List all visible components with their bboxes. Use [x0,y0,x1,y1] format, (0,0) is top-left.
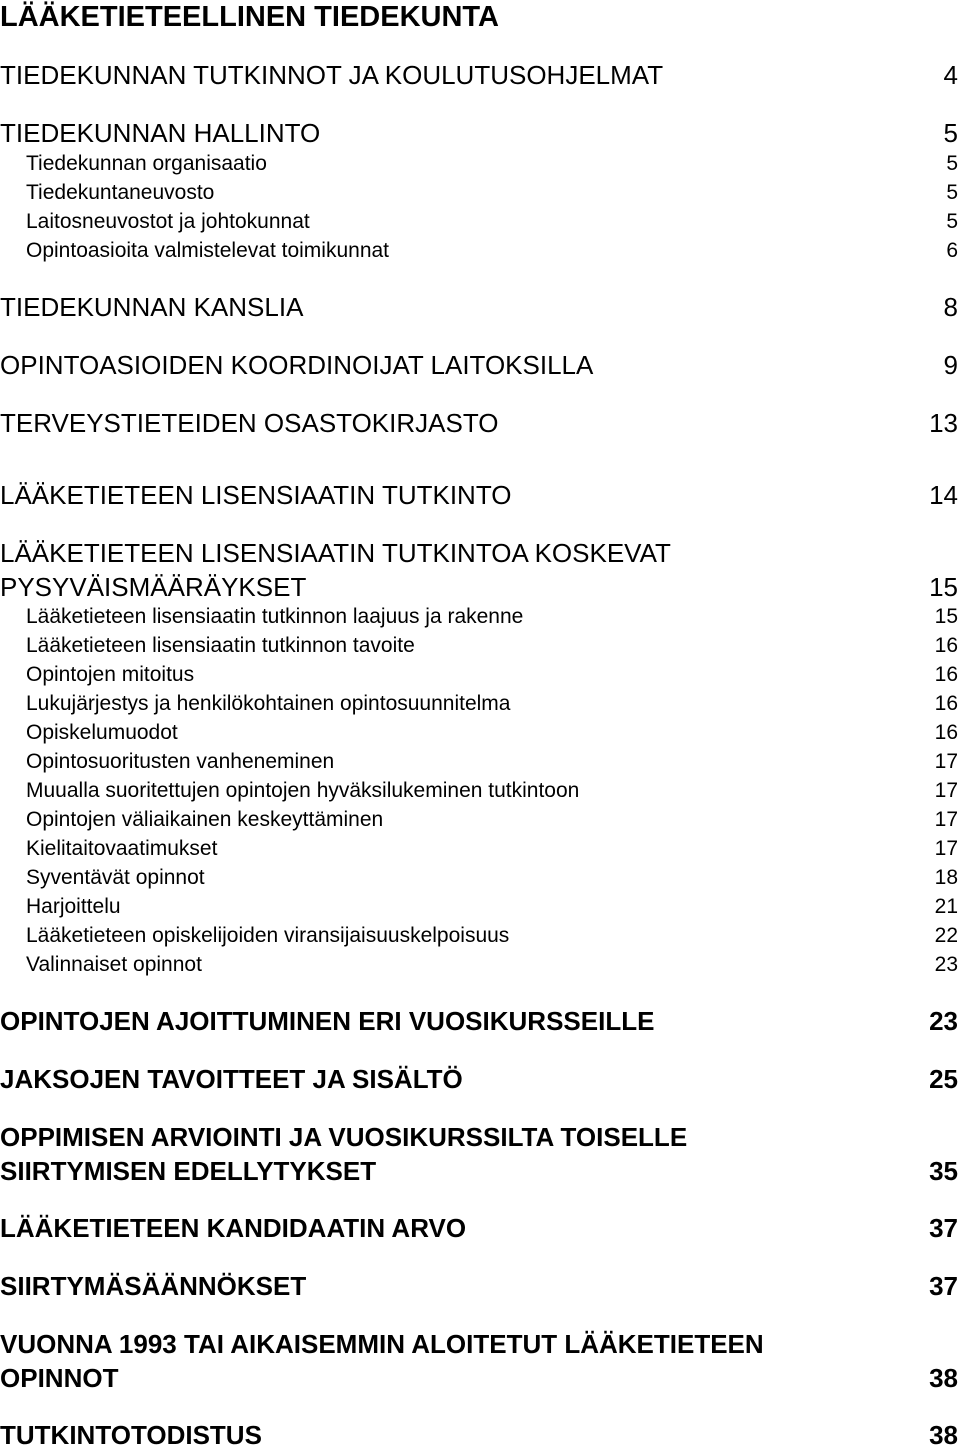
faculty-title-text: LÄÄKETIETEELLINEN TIEDEKUNTA [0,1,499,33]
toc-entry-page: 16 [934,663,958,686]
toc-subentry[interactable] [0,150,958,178]
toc-entry-title-line2: PYSYVÄISMÄÄRÄYKSET [0,572,307,602]
toc-entry-page: 5 [946,181,958,204]
toc-entry-title: Tiedekuntaneuvosto [26,181,215,204]
toc-entry-title: TIEDEKUNNAN KANSLIA [0,292,304,322]
toc-subentry[interactable] [0,690,958,718]
toc-entry-page: 16 [934,634,958,657]
toc-entry[interactable] [0,116,958,150]
toc-entry-page: 5 [946,152,958,175]
toc-entry-page: 38 [929,1363,958,1393]
toc-entry-title: Valinnaiset opinnot [26,953,202,976]
toc-entry-page: 16 [934,692,958,715]
toc-entry-title: Opintojen mitoitus [26,663,195,686]
toc-entry-title: JAKSOJEN TAVOITTEET JA SISÄLTÖ [0,1064,463,1094]
toc-entry[interactable] [0,58,958,92]
toc-entry[interactable] [0,348,958,382]
toc-entry[interactable] [0,1327,958,1395]
toc-entry[interactable] [0,1120,958,1188]
toc-subentry[interactable] [0,864,958,892]
faculty-title [0,0,958,34]
toc-entry-title-line1: VUONNA 1993 TAI AIKAISEMMIN ALOITETUT LÄÄKETIETEEN [0,1329,764,1359]
toc-entry-title: Tiedekunnan organisaatio [26,152,267,175]
toc-entry-title: OPINTOASIOIDEN KOORDINOIJAT LAITOKSILLA [0,350,594,380]
toc-entry-page: 35 [929,1156,958,1186]
toc-entry-title: TIEDEKUNNAN HALLINTO [0,118,321,148]
toc-subentry[interactable] [0,661,958,689]
toc-entry-page: 17 [934,808,958,831]
toc-entry-page: 5 [943,118,958,148]
toc-entry-title-line2: SIIRTYMISEN EDELLYTYKSET [0,1156,377,1186]
toc-entry-title: Lääketieteen opiskelijoiden viransijaisuuskelpoisuus [26,924,510,947]
toc-entry-page: 13 [929,408,958,438]
toc-entry-title: TIEDEKUNNAN TUTKINNOT JA KOULUTUSOHJELMAT [0,60,664,90]
toc-entry-page: 17 [934,750,958,773]
toc-entry-page: 14 [929,480,958,510]
toc-subentry[interactable] [0,777,958,805]
toc-entry-title: TUTKINTOTODISTUS [0,1420,262,1450]
toc-entry[interactable] [0,1062,958,1096]
toc-entry-title: LÄÄKETIETEEN LISENSIAATIN TUTKINTO [0,480,512,510]
toc-entry-title: Opintosuoritusten vanheneminen [26,750,335,773]
toc-subentry[interactable] [0,719,958,747]
toc-subentry[interactable] [0,893,958,921]
toc-entry[interactable] [0,1004,958,1038]
toc-entry-page: 25 [929,1064,958,1094]
toc-entry-page: 23 [934,953,958,976]
toc-entry-title: SIIRTYMÄSÄÄNNÖKSET [0,1271,307,1301]
toc-entry-title: Lääketieteen lisensiaatin tutkinnon laajuus ja rakenne [26,605,524,628]
toc-entry-title: Laitosneuvostot ja johtokunnat [26,210,310,233]
toc-entry-page: 37 [929,1213,958,1243]
toc-entry[interactable] [0,1418,958,1452]
toc-entry[interactable] [0,406,958,440]
toc-subentry[interactable] [0,951,958,979]
toc-entry-page: 15 [929,572,958,602]
toc-subentry[interactable] [0,835,958,863]
toc-entry-title: Opintoasioita valmistelevat toimikunnat [26,239,390,262]
toc-subentry[interactable] [0,632,958,660]
toc-entry-title-line1: LÄÄKETIETEEN LISENSIAATIN TUTKINTOA KOSKEVAT [0,538,671,568]
toc-entry-title: Opiskelumuodot [26,721,178,744]
toc-subentry[interactable] [0,922,958,950]
toc-entry-page: 22 [934,924,958,947]
toc-entry-page: 6 [946,239,958,262]
toc-entry-title-line1: OPPIMISEN ARVIOINTI JA VUOSIKURSSILTA TOISELLE [0,1122,688,1152]
toc-subentry[interactable] [0,806,958,834]
toc-entry-title: TERVEYSTIETEIDEN OSASTOKIRJASTO [0,408,499,438]
toc-entry-title: Harjoittelu [26,895,121,918]
toc-entry-title: Kielitaitovaatimukset [26,837,218,860]
toc-entry-page: 4 [943,60,958,90]
toc-entry-page: 17 [934,779,958,802]
toc-subentry[interactable] [0,603,958,631]
toc-entry[interactable] [0,1211,958,1245]
toc-subentry[interactable] [0,237,958,265]
toc-subentry[interactable] [0,179,958,207]
toc-entry-title: Syventävät opinnot [26,866,205,889]
toc-entry-title: OPINTOJEN AJOITTUMINEN ERI VUOSIKURSSEILLE [0,1006,655,1036]
toc-entry-page: 23 [929,1006,958,1036]
toc-entry-page: 9 [943,350,958,380]
toc-entry-page: 21 [934,895,958,918]
toc-entry-page: 8 [943,292,958,322]
toc-subentry[interactable] [0,208,958,236]
toc-subentry[interactable] [0,748,958,776]
toc-entry-page: 17 [934,837,958,860]
toc-entry-title-line2: OPINNOT [0,1363,119,1393]
toc-entry-page: 37 [929,1271,958,1301]
toc-entry-title: LÄÄKETIETEEN KANDIDAATIN ARVO [0,1213,467,1243]
toc-entry[interactable] [0,478,958,512]
toc-entry-page: 18 [934,866,958,889]
toc-entry-title: Muualla suoritettujen opintojen hyväksilukeminen tutkintoon [26,779,580,802]
toc-entry[interactable] [0,290,958,324]
toc-entry-page: 16 [934,721,958,744]
toc-entry-title: Lukujärjestys ja henkilökohtainen opintosuunnitelma [26,692,511,715]
toc-entry[interactable] [0,536,958,604]
toc-entry-title: Lääketieteen lisensiaatin tutkinnon tavoite [26,634,415,657]
toc-entry[interactable] [0,1269,958,1303]
toc-entry-page: 15 [934,605,958,628]
toc-entry-page: 5 [946,210,958,233]
toc-entry-title: Opintojen väliaikainen keskeyttäminen [26,808,384,831]
toc-entry-page: 38 [929,1420,958,1450]
